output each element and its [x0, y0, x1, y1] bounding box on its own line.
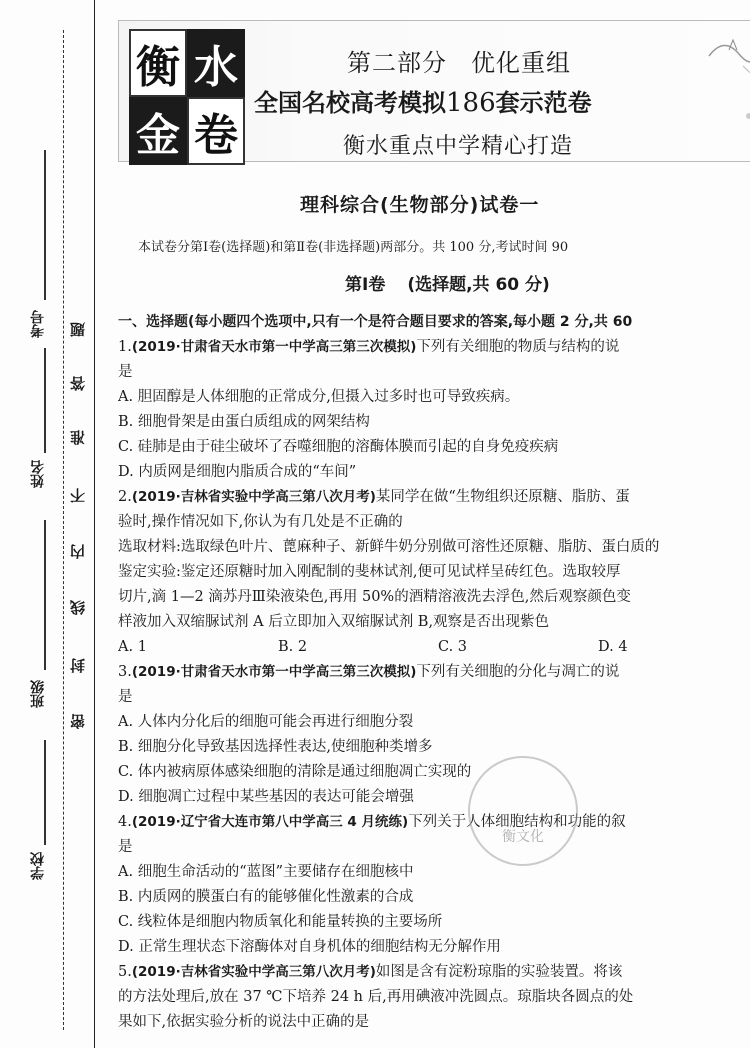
hengshui-logo	[129, 29, 245, 161]
option-a[interactable]: A. 1	[118, 639, 147, 655]
logo-char: 衡	[129, 29, 187, 97]
seal-word: 密	[69, 714, 87, 729]
question-3	[118, 660, 750, 810]
option-d[interactable]: D. 4	[598, 639, 628, 655]
question-area	[118, 310, 750, 1035]
name-underline	[44, 348, 46, 453]
question-stem: 5.(2019·吉林省实验中学高三第八次月考)如图是含有淀粉琼脂的实验装置。将该	[118, 964, 623, 980]
exam-number-field[interactable]	[28, 150, 48, 340]
logo-char: 卷	[187, 97, 245, 165]
question-stem-cont: 是	[118, 839, 133, 855]
question-stem: 3.(2019·甘肃省天水市第一中学高三第三次模拟)下列有关细胞的分化与凋亡的说	[118, 664, 620, 680]
question-body-line: 果如下,依据实验分析的说法中正确的是	[118, 1014, 370, 1030]
option-c[interactable]: C. 硅肺是由于硅尘破坏了吞噬细胞的溶酶体膜而引起的自身免疫疾病	[118, 439, 559, 455]
header-series-title: 全国名校高考模拟186套示范卷	[254, 88, 592, 118]
option-b[interactable]: B. 2	[278, 639, 308, 655]
stamp-text: 衡文化	[502, 829, 544, 845]
question-stem: 4.(2019·辽宁省大连市第八中学高三 4 月统练)下列关于人体细胞结构和功能的叙	[118, 814, 626, 830]
question-stem-cont: 是	[118, 689, 133, 705]
seal-word: 不	[69, 488, 87, 503]
seal-word: 线	[69, 600, 87, 615]
seal-word: 题	[69, 322, 87, 337]
document-intro: 本试卷分第Ⅰ卷(选择题)和第Ⅱ卷(非选择题)两部分。共 100 分,考试时间 90	[138, 240, 569, 255]
section-header: 一、选择题(每小题四个选项中,只有一个是符合题目要求的答案,每小题 2 分,共 60	[118, 314, 633, 330]
page-border-line	[94, 0, 95, 1048]
option-b[interactable]: B. 内质网的膜蛋白有的能够催化性激素的合成	[118, 889, 414, 905]
exam-number-label: 考号	[30, 310, 46, 338]
part-one-title: 第Ⅰ卷 (选择题,共 60 分)	[345, 275, 550, 295]
question-body-line: 样液加入双缩脲试剂 A 后立即加入双缩脲试剂 B,观察是否出现紫色	[118, 614, 550, 630]
header-tagline: 衡水重点中学精心打造	[343, 134, 574, 159]
seal-word: 答	[69, 376, 87, 391]
option-a[interactable]: A. 人体内分化后的细胞可能会再进行细胞分裂	[118, 714, 414, 730]
header-banner	[118, 20, 750, 162]
question-stem: 1.(2019·甘肃省天水市第一中学高三第三次模拟)下列有关细胞的物质与结构的说	[118, 339, 620, 355]
watermark-stamp	[468, 756, 578, 866]
question-1	[118, 335, 750, 485]
class-underline	[44, 520, 46, 670]
option-b[interactable]: B. 细胞骨架是由蛋白质组成的网架结构	[118, 414, 370, 430]
option-a[interactable]: A. 胆固醇是人体细胞的正常成分,但摄入过多时也可导致疾病。	[118, 389, 520, 405]
question-body-line: 鉴定实验:鉴定还原糖时加入刚配制的斐林试剂,便可见试样呈砖红色。选取较厚	[118, 564, 621, 580]
option-b[interactable]: B. 细胞分化导致基因选择性表达,使细胞种类增多	[118, 739, 433, 755]
name-label: 姓名	[30, 460, 46, 488]
option-c[interactable]: C. 线粒体是细胞内物质氧化和能量转换的主要场所	[118, 914, 443, 930]
option-a[interactable]: A. 细胞生命活动的“蓝图”主要储存在细胞核中	[118, 864, 414, 880]
school-field[interactable]	[28, 740, 48, 890]
option-d[interactable]: D. 细胞凋亡过程中某些基因的表达可能会增强	[118, 789, 414, 805]
header-part-title: 第二部分 优化重组	[347, 49, 571, 77]
document-title: 理科综合(生物部分)试卷一	[300, 194, 540, 216]
question-stem-cont: 验时,操作情况如下,你认为有几处是不正确的	[118, 514, 403, 530]
logo-char: 水	[187, 29, 245, 97]
ink-landscape-decoration	[699, 26, 750, 136]
class-label: 班级	[30, 680, 46, 708]
logo-char: 金	[129, 97, 187, 165]
option-c[interactable]: C. 体内被病原体感染细胞的清除是通过细胞凋亡实现的	[118, 764, 472, 780]
school-label: 学校	[30, 852, 46, 880]
choice-row	[118, 635, 750, 660]
question-4	[118, 810, 750, 960]
question-2	[118, 485, 750, 660]
school-underline	[44, 740, 46, 845]
option-c[interactable]: C. 3	[438, 639, 468, 655]
option-d[interactable]: D. 内质网是细胞内脂质合成的“车间”	[118, 464, 357, 480]
seal-word: 准	[69, 430, 87, 445]
exam-number-underline	[44, 150, 46, 300]
question-body-line: 切片,滴 1—2 滴苏丹Ⅲ染液染色,再用 50%的酒精溶液洗去浮色,然后观察颜色变	[118, 589, 631, 605]
name-field[interactable]	[28, 348, 48, 498]
question-body-line: 选取材料:选取绿色叶片、蓖麻种子、新鲜牛奶分别做可溶性还原糖、脂肪、蛋白质的	[118, 539, 660, 555]
seal-dashed-line	[63, 30, 64, 1030]
question-body-line: 的方法处理后,放在 37 ℃下培养 24 h 后,再用碘液冲洗圆点。琼脂块各圆点的处	[118, 989, 634, 1005]
question-stem-cont: 是	[118, 364, 133, 380]
question-stem: 2.(2019·吉林省实验中学高三第八次月考)某同学在做“生物组织还原糖、脂肪、蛋	[118, 489, 630, 505]
binding-margin	[0, 0, 94, 1048]
class-field[interactable]	[28, 520, 48, 720]
seal-word: 封	[69, 658, 87, 673]
question-5	[118, 960, 750, 1035]
seal-word: 内	[69, 544, 87, 559]
option-d[interactable]: D. 正常生理状态下溶酶体对自身机体的细胞结构无分解作用	[118, 939, 501, 955]
